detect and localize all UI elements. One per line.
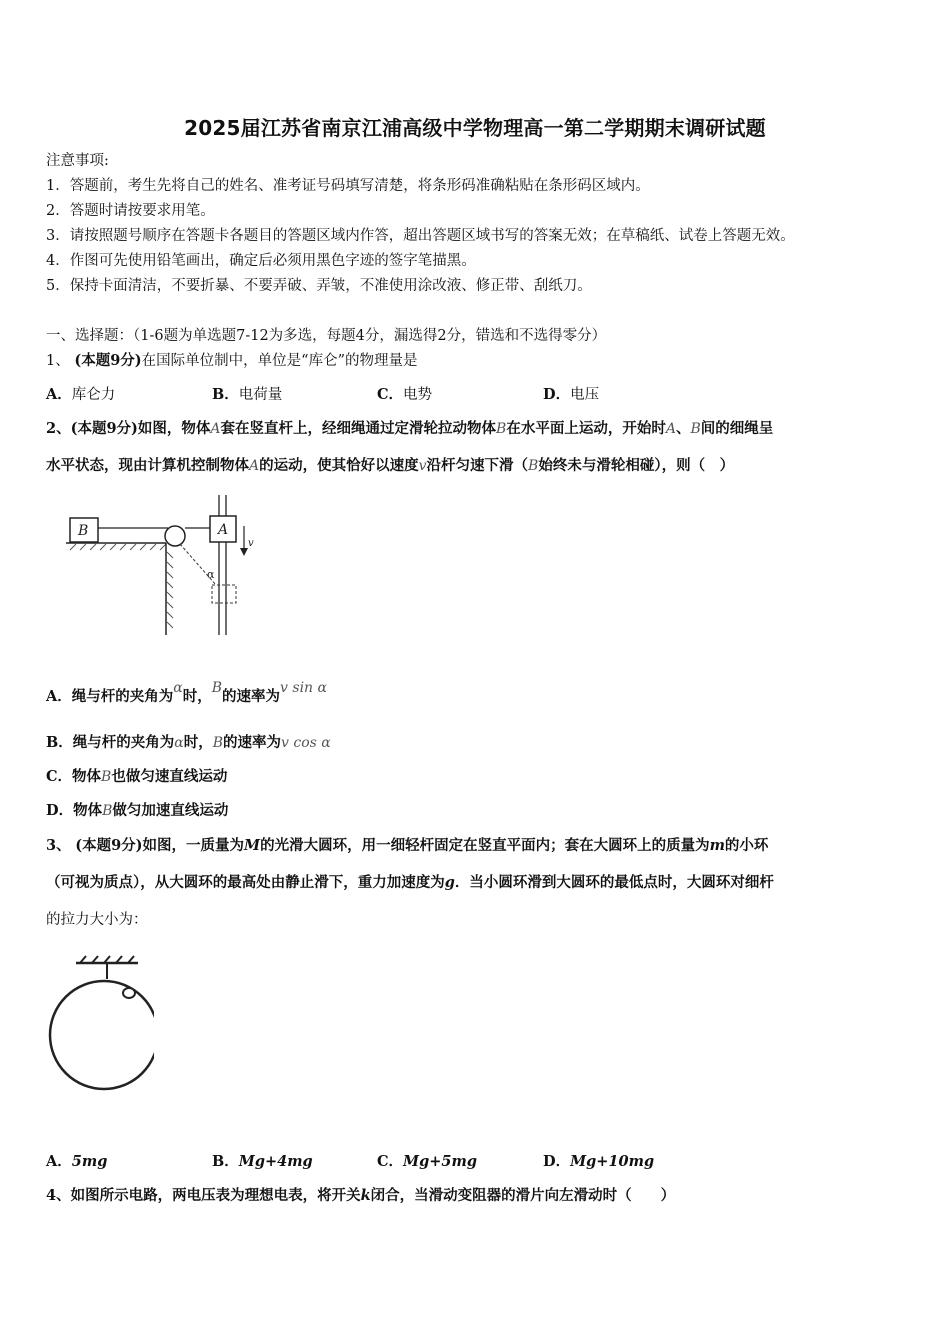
q1-option-c[interactable]: C．电势 bbox=[377, 386, 433, 403]
label-a: A bbox=[218, 522, 229, 538]
pulley bbox=[165, 526, 185, 546]
q3-option-b[interactable]: B．Mg+4mg bbox=[212, 1153, 313, 1170]
page-title: 2025届江苏省南京江浦高级中学物理高一第二学期期末调研试题 bbox=[184, 116, 766, 140]
q1-option-d[interactable]: D．电压 bbox=[543, 386, 600, 403]
notice-item: 5．保持卡面清洁，不要折暴、不要弄破、弄皱，不准使用涂改液、修正带、刮纸刀。 bbox=[46, 278, 592, 294]
question-3-stem-line3: 的拉力大小为： bbox=[46, 912, 148, 928]
notice-item: 2．答题时请按要求用笔。 bbox=[46, 203, 215, 219]
notice-item: 3．请按照题号顺序在答题卡各题目的答题区域内作答，超出答题区域书写的答案无效；在草稿纸、试卷上答题无效。 bbox=[46, 228, 795, 244]
notice-heading: 注意事项: bbox=[46, 153, 109, 169]
q1-text: 在国际单位制中，单位是“库仑”的物理量是 bbox=[141, 353, 418, 369]
q3-option-a[interactable]: A．5mg bbox=[46, 1153, 108, 1170]
question-1-stem bbox=[46, 351, 417, 371]
notice-item: 1．答题前，考生先将自己的姓名、准考证号码填写清楚，将条形码准确粘贴在条形码区域内。 bbox=[46, 178, 650, 194]
block-a-later bbox=[212, 585, 236, 603]
q3-ring-figure bbox=[44, 953, 154, 1103]
question-4-stem: 4、如图所示电路，两电压表为理想电表，将开关k闭合，当滑动变阻器的滑片向左滑动时（ ） bbox=[46, 1187, 676, 1204]
small-ring bbox=[123, 988, 135, 998]
q1-option-b[interactable]: B．电荷量 bbox=[212, 386, 283, 403]
question-2-stem-line2: 水平状态，现由计算机控制物体A的运动，使其恰好以速度v沿杆匀速下滑（B始终未与滑轮相碰），则（ ） bbox=[46, 457, 735, 474]
label-alpha: α bbox=[207, 568, 215, 581]
question-2-stem-line1: 2、(本题9分)如图，物体A套在竖直杆上，经细绳通过定滑轮拉动物体B在水平面上运动，开始时A、B间的细绳呈 bbox=[46, 420, 774, 437]
section-heading: 一、选择题：（1-6题为单选题7-12为多选，每题4分，漏选得2分，错选和不选得零分） bbox=[46, 328, 607, 344]
q1-option-a[interactable]: A．库仑力 bbox=[46, 386, 116, 403]
q2-option-b[interactable]: B．绳与杆的夹角为α时，B的速率为v cos α bbox=[46, 734, 331, 751]
q1-number: 1、 bbox=[46, 353, 70, 369]
q2-pulley-figure bbox=[44, 490, 284, 650]
label-v: v bbox=[248, 538, 254, 549]
q2-option-d[interactable]: D．物体B做匀加速直线运动 bbox=[46, 802, 229, 819]
q1-score: (本题9分) bbox=[74, 352, 142, 369]
big-ring bbox=[50, 981, 154, 1089]
q2-option-c[interactable]: C．物体B也做匀速直线运动 bbox=[46, 768, 228, 785]
q2-option-a[interactable]: A．绳与杆的夹角为α时，B的速率为v sin α bbox=[46, 680, 327, 705]
q3-option-c[interactable]: C．Mg+5mg bbox=[377, 1153, 477, 1170]
question-3-stem-line1: 3、 (本题9分)如图，一质量为M的光滑大圆环，用一细轻杆固定在竖直平面内；套在大圆环上的质量为m的小环 bbox=[46, 837, 769, 854]
label-b: B bbox=[78, 523, 89, 539]
q3-option-d[interactable]: D．Mg+10mg bbox=[543, 1153, 655, 1170]
question-3-stem-line2: （可视为质点），从大圆环的最高处由静止滑下，重力加速度为g．当小圆环滑到大圆环的最低点时，大圆环对细杆 bbox=[46, 874, 774, 891]
notice-item: 4．作图可先使用铅笔画出，确定后必须用黑色字迹的签字笔描黑。 bbox=[46, 253, 476, 269]
